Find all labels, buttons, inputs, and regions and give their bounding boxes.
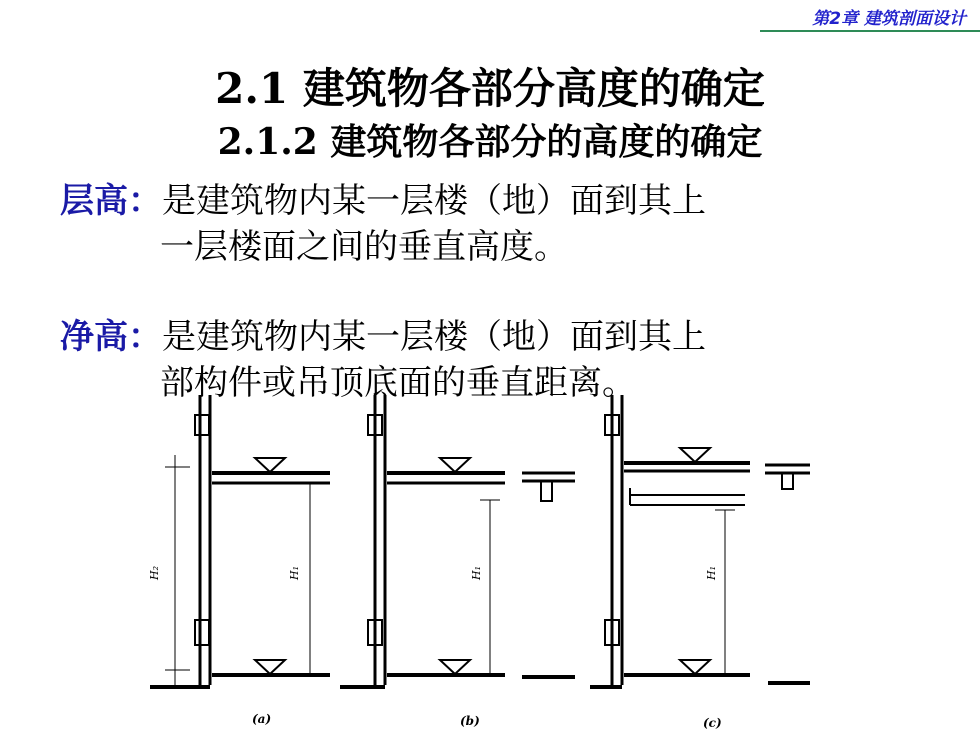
label-h1-c: H₁ xyxy=(705,565,718,580)
page-title: 2.1 建筑物各部分高度的确定 xyxy=(215,64,765,113)
diagram-b xyxy=(340,395,575,687)
header-rule xyxy=(760,30,980,32)
diagram-a xyxy=(150,395,330,687)
diagram-c xyxy=(590,395,810,687)
page-subtitle: 2.1.2 建筑物各部分的高度的确定 xyxy=(217,121,763,163)
definition-text-line1: 是建筑物内某一层楼（地）面到其上 xyxy=(162,317,706,357)
definition-term: 净高： xyxy=(60,317,162,357)
caption-c: (c) xyxy=(703,716,722,730)
caption-a: (a) xyxy=(252,712,272,726)
definition-clear-height xyxy=(60,314,920,406)
definition-text-line2: 部构件或吊顶底面的垂直距离。 xyxy=(160,363,636,403)
label-h2: H₂ xyxy=(148,565,161,580)
definition-text-line1: 是建筑物内某一层楼（地）面到其上 xyxy=(162,181,706,221)
section-diagram xyxy=(0,395,980,735)
definition-term: 层高： xyxy=(60,181,162,221)
label-h1-a: H₁ xyxy=(288,565,301,580)
label-h1-b: H₁ xyxy=(470,565,483,580)
caption-b: (b) xyxy=(460,714,480,728)
definition-text-line2: 一层楼面之间的垂直高度。 xyxy=(160,227,568,267)
definition-floor-height xyxy=(60,178,920,270)
chapter-header: 第2章 建筑剖面设计 xyxy=(812,9,966,29)
